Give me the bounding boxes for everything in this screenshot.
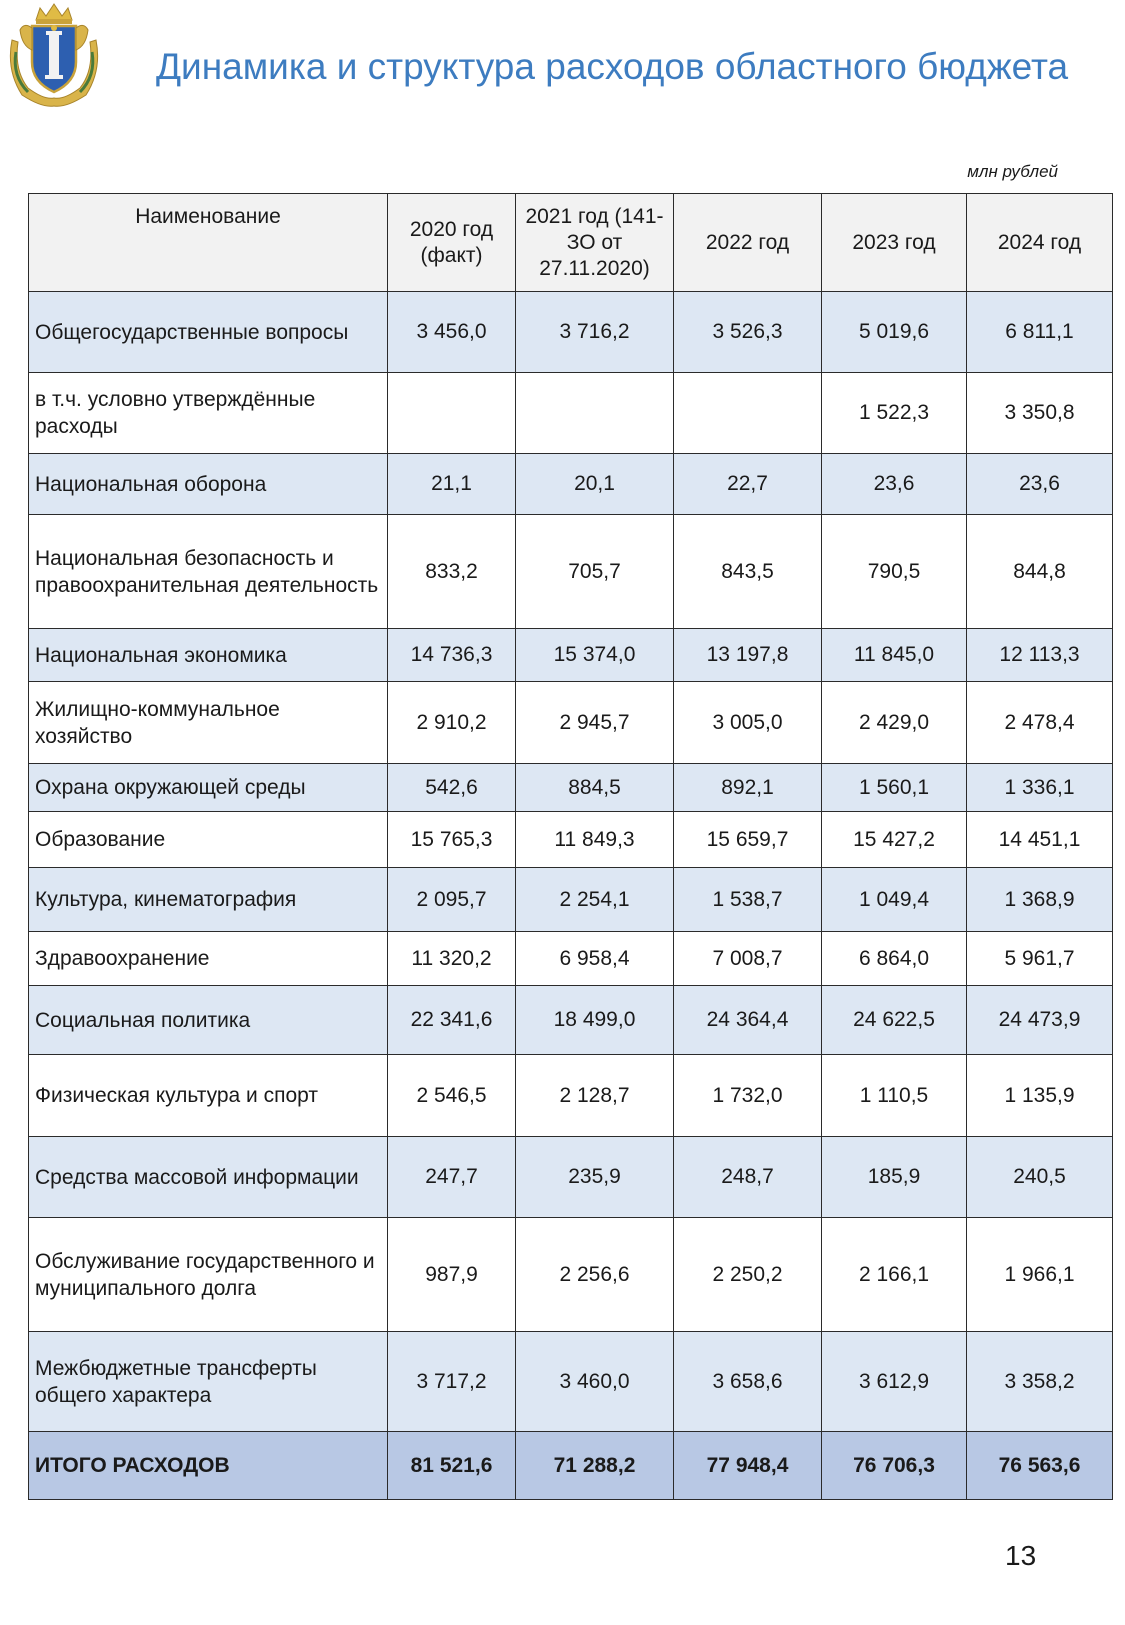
cell-value: 2 256,6 [516, 1218, 674, 1332]
cell-value: 2 429,0 [822, 682, 967, 764]
table-header-row [29, 194, 1113, 292]
cell-value: 833,2 [388, 515, 516, 629]
cell-value: 843,5 [674, 515, 822, 629]
cell-value: 18 499,0 [516, 986, 674, 1055]
cell-value: 2 250,2 [674, 1218, 822, 1332]
row-name: Здравоохранение [29, 932, 388, 986]
row-name: Средства массовой информации [29, 1137, 388, 1218]
column-header: 2021 год (141-ЗО от 27.11.2020) [516, 194, 674, 292]
column-header: 2020 год (факт) [388, 194, 516, 292]
row-name: Национальная экономика [29, 629, 388, 682]
row-name: Национальная оборона [29, 454, 388, 515]
cell-value: 1 732,0 [674, 1055, 822, 1137]
coat-of-arms-icon [2, 0, 106, 108]
cell-value: 3 456,0 [388, 292, 516, 373]
row-name: Жилищно-коммунальное хозяйство [29, 682, 388, 764]
cell-value: 6 958,4 [516, 932, 674, 986]
cell-value: 247,7 [388, 1137, 516, 1218]
cell-value: 3 005,0 [674, 682, 822, 764]
table-row [29, 373, 1113, 454]
cell-value: 235,9 [516, 1137, 674, 1218]
table-row [29, 515, 1113, 629]
cell-value: 542,6 [388, 764, 516, 812]
row-name: Охрана окружающей среды [29, 764, 388, 812]
cell-value: 892,1 [674, 764, 822, 812]
total-row [29, 1432, 1113, 1500]
cell-value: 11 845,0 [822, 629, 967, 682]
cell-value: 23,6 [822, 454, 967, 515]
cell-value: 15 765,3 [388, 812, 516, 868]
table-row [29, 812, 1113, 868]
table-row [29, 1218, 1113, 1332]
cell-value: 2 546,5 [388, 1055, 516, 1137]
cell-value: 248,7 [674, 1137, 822, 1218]
table-row [29, 292, 1113, 373]
cell-value: 13 197,8 [674, 629, 822, 682]
cell-value: 76 563,6 [967, 1432, 1113, 1500]
cell-value: 2 095,7 [388, 868, 516, 932]
column-header: 2023 год [822, 194, 967, 292]
table-row [29, 868, 1113, 932]
cell-value: 2 166,1 [822, 1218, 967, 1332]
cell-value: 5 019,6 [822, 292, 967, 373]
cell-value: 23,6 [967, 454, 1113, 515]
cell-value: 3 358,2 [967, 1332, 1113, 1432]
row-name: Межбюджетные трансферты общего характера [29, 1332, 388, 1432]
cell-value: 1 560,1 [822, 764, 967, 812]
cell-value [388, 373, 516, 454]
table-row [29, 986, 1113, 1055]
cell-value: 987,9 [388, 1218, 516, 1332]
cell-value: 185,9 [822, 1137, 967, 1218]
page-number: 13 [1005, 1540, 1037, 1571]
cell-value: 5 961,7 [967, 932, 1113, 986]
cell-value: 3 717,2 [388, 1332, 516, 1432]
cell-value: 21,1 [388, 454, 516, 515]
row-name: Общегосударственные вопросы [29, 292, 388, 373]
cell-value: 15 374,0 [516, 629, 674, 682]
row-name: Культура, кинематография [29, 868, 388, 932]
cell-value: 3 716,2 [516, 292, 674, 373]
cell-value: 1 336,1 [967, 764, 1113, 812]
table-row [29, 682, 1113, 764]
table-row [29, 932, 1113, 986]
cell-value: 14 451,1 [967, 812, 1113, 868]
cell-value: 2 910,2 [388, 682, 516, 764]
cell-value: 11 849,3 [516, 812, 674, 868]
cell-value: 790,5 [822, 515, 967, 629]
cell-value: 81 521,6 [388, 1432, 516, 1500]
cell-value: 15 427,2 [822, 812, 967, 868]
table-row [29, 454, 1113, 515]
row-name: ИТОГО РАСХОДОВ [29, 1432, 388, 1500]
cell-value: 3 612,9 [822, 1332, 967, 1432]
cell-value: 12 113,3 [967, 629, 1113, 682]
row-name: Национальная безопасность и правоохранительная деятельность [29, 515, 388, 629]
cell-value: 22,7 [674, 454, 822, 515]
table-row [29, 764, 1113, 812]
cell-value [516, 373, 674, 454]
cell-value: 1 522,3 [822, 373, 967, 454]
cell-value: 11 320,2 [388, 932, 516, 986]
cell-value: 24 473,9 [967, 986, 1113, 1055]
row-name: Обслуживание государственного и муниципального долга [29, 1218, 388, 1332]
cell-value: 6 811,1 [967, 292, 1113, 373]
row-name: в т.ч. условно утверждённые расходы [29, 373, 388, 454]
cell-value: 1 966,1 [967, 1218, 1113, 1332]
cell-value: 20,1 [516, 454, 674, 515]
cell-value: 1 368,9 [967, 868, 1113, 932]
cell-value: 76 706,3 [822, 1432, 967, 1500]
cell-value: 24 622,5 [822, 986, 967, 1055]
cell-value: 1 110,5 [822, 1055, 967, 1137]
cell-value: 15 659,7 [674, 812, 822, 868]
page-title: Динамика и структура расходов областного бюджета [156, 46, 1069, 87]
cell-value: 7 008,7 [674, 932, 822, 986]
cell-value: 1 135,9 [967, 1055, 1113, 1137]
cell-value: 240,5 [967, 1137, 1113, 1218]
cell-value: 3 526,3 [674, 292, 822, 373]
cell-value: 2 254,1 [516, 868, 674, 932]
cell-value: 2 128,7 [516, 1055, 674, 1137]
cell-value: 3 658,6 [674, 1332, 822, 1432]
cell-value: 3 350,8 [967, 373, 1113, 454]
cell-value: 71 288,2 [516, 1432, 674, 1500]
cell-value: 2 945,7 [516, 682, 674, 764]
cell-value: 705,7 [516, 515, 674, 629]
cell-value: 77 948,4 [674, 1432, 822, 1500]
table-row [29, 1332, 1113, 1432]
row-name: Образование [29, 812, 388, 868]
cell-value: 24 364,4 [674, 986, 822, 1055]
row-name: Физическая культура и спорт [29, 1055, 388, 1137]
cell-value: 3 460,0 [516, 1332, 674, 1432]
cell-value: 2 478,4 [967, 682, 1113, 764]
table-row [29, 629, 1113, 682]
units-label: млн рублей [967, 162, 1058, 181]
table-row [29, 1055, 1113, 1137]
cell-value: 1 049,4 [822, 868, 967, 932]
cell-value: 22 341,6 [388, 986, 516, 1055]
table-row [29, 1137, 1113, 1218]
cell-value: 844,8 [967, 515, 1113, 629]
cell-value: 1 538,7 [674, 868, 822, 932]
column-header: 2022 год [674, 194, 822, 292]
row-name: Социальная политика [29, 986, 388, 1055]
column-header: 2024 год [967, 194, 1113, 292]
cell-value: 6 864,0 [822, 932, 967, 986]
cell-value: 14 736,3 [388, 629, 516, 682]
column-header: Наименование [29, 194, 388, 292]
budget-table [28, 193, 1113, 1500]
cell-value [674, 373, 822, 454]
cell-value: 884,5 [516, 764, 674, 812]
